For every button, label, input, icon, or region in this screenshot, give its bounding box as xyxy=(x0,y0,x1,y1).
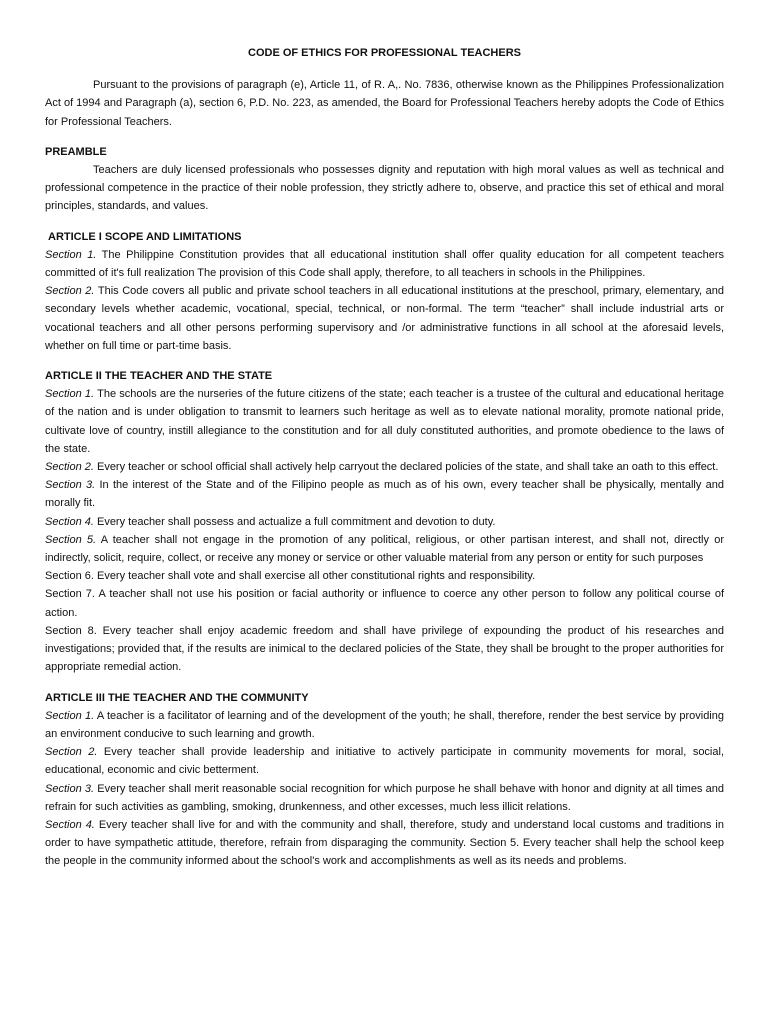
section-text: Every teacher shall provide leadership and initiative to actively participate in community movements for moral, social, educational, economic and civic betterment. xyxy=(45,746,724,777)
section-label: Section 2. xyxy=(45,285,95,298)
section-text: A teacher shall not use his position or facial authority or influence to coerce any other person to follow any political course of action. xyxy=(45,588,725,619)
section-label: Section 7. xyxy=(45,588,95,601)
section-label: Section 4. xyxy=(45,515,94,528)
article-2-section-1 xyxy=(45,385,724,458)
section-text: Every teacher shall merit reasonable social recognition for which purpose he shall behave with honor and dignity at all times and refrain for such activities as gambling, smoking, drunkenness, and other excesses, much less illicit relations. xyxy=(45,782,724,813)
article-2-section-7 xyxy=(45,585,724,621)
document-title: CODE OF ETHICS FOR PROFESSIONAL TEACHERS xyxy=(248,47,521,59)
section-label: Section 8. xyxy=(45,624,97,637)
article-1-section-2 xyxy=(45,282,724,355)
article-2-section-3 xyxy=(45,476,724,512)
section-label: Section 3. xyxy=(45,479,96,492)
section-label: Section 2. xyxy=(45,461,94,474)
article-2-section-5 xyxy=(45,531,724,567)
article-2-heading: ARTICLE II THE TEACHER AND THE STATE xyxy=(45,370,273,383)
article-1-section-1 xyxy=(45,246,724,282)
section-label: Section 6. xyxy=(45,570,94,583)
section-text: The schools are the nurseries of the future citizens of the state; each teacher is a trustee of the cultural and educational heritage of the nation and is under obligation to transmit to learners such heritage as well as to elevate national morality, promote national pride, cultivate love of country, instill allegiance to the constitution and for all duly constituted authorities, and promote obedience to the laws of the state. xyxy=(45,388,724,455)
article-2-section-4 xyxy=(45,513,724,531)
article-3-section-4 xyxy=(45,816,724,871)
section-text: This Code covers all public and private school teachers in all educational institutions at the preschool, primary, elementary, and secondary levels whether academic, vocational, special, technical, or non-formal. The term “teacher” shall include industrial arts or vocational teachers and all other persons performing supervisory and /or administrative functions in all school at the aforesaid levels, whether on full time or part-time basis. xyxy=(45,285,725,352)
article-3-section-1 xyxy=(45,707,724,743)
section-text: Every teacher shall enjoy academic freedom and shall have privilege of expounding the product of his researches and investigations; provided that, if the results are inimical to the declared policies of the State, they shall be brought to the proper authorities for appropriate remedial action. xyxy=(45,624,724,674)
section-label: Section 1. xyxy=(45,709,95,722)
article-3-heading: ARTICLE III THE TEACHER AND THE COMMUNITY xyxy=(45,691,309,704)
article-3-section-2 xyxy=(45,743,724,779)
article-3-section-3 xyxy=(45,780,724,816)
article-2-section-8 xyxy=(45,622,724,677)
section-label: Section 5. xyxy=(45,533,97,546)
section-text: A teacher shall not engage in the promotion of any political, religious, or other partisan interest, and shall not, directly or indirectly, solicit, require, collect, or receive any money or service or other valuable material from any person or entity for such purposes xyxy=(45,533,724,565)
section-text: In the interest of the State and of the Filipino people as much as of his own, every teacher shall be physically, mentally and morally fit. xyxy=(45,479,724,510)
section-label: Section 1. xyxy=(45,388,95,401)
preamble-text: Teachers are duly licensed professionals who possesses dignity and reputation with high moral values as well as technical and professional competence in the practice of their noble profession, they strictly adhere to, observe, and practice this set of ethical and moral principles, standards, and values. xyxy=(45,164,724,213)
preamble-heading: PREAMBLE xyxy=(45,145,107,158)
article-1-heading: ARTICLE I SCOPE AND LIMITATIONS xyxy=(48,230,242,243)
section-text: Every teacher shall possess and actualize a full commitment and devotion to duty. xyxy=(93,515,496,528)
section-text: Every teacher shall live for and with the community and shall, therefore, study and understand local customs and traditions in order to have sympathetic attitude, therefore, refrain from disparaging the community. Section 5. Every teacher shall help the school keep the people in the community informed about the school's work and accomplishments as well as its needs and problems. xyxy=(45,818,724,868)
section-text: The Philippine Constitution provides that all educational institution shall offer quality education for all competent teachers committed of it's full realization The provision of this Code shall apply, therefore, to all teachers in schools in the Philippines. xyxy=(45,248,724,280)
article-2-section-2 xyxy=(45,458,724,476)
intro-paragraph: Pursuant to the provisions of paragraph (e), Article 11, of R. A,. No. 7836, otherwise known as the Philippines Professionalization Act of 1994 and Paragraph (a), section 6, P.D. No. 223, as amended, the Board for Professional Teachers hereby adopts the Code of Ethics for Professional Teachers. xyxy=(45,79,724,128)
section-text: Every teacher or school official shall actively help carryout the declared policies of the state, and shall take an oath to this effect. xyxy=(93,461,719,474)
section-label: Section 3. xyxy=(45,782,95,795)
section-text: A teacher is a facilitator of learning and of the development of the youth; he shall, therefore, render the best service by providing an environment conducive to such learning and growth. xyxy=(45,709,724,740)
section-text: Every teacher shall vote and shall exercise all other constitutional rights and responsibility. xyxy=(93,570,536,583)
section-label: Section 4. xyxy=(45,818,95,831)
section-label: Section 2. xyxy=(45,746,98,759)
article-2-section-6 xyxy=(45,567,724,585)
section-label: Section 1. xyxy=(45,248,97,261)
